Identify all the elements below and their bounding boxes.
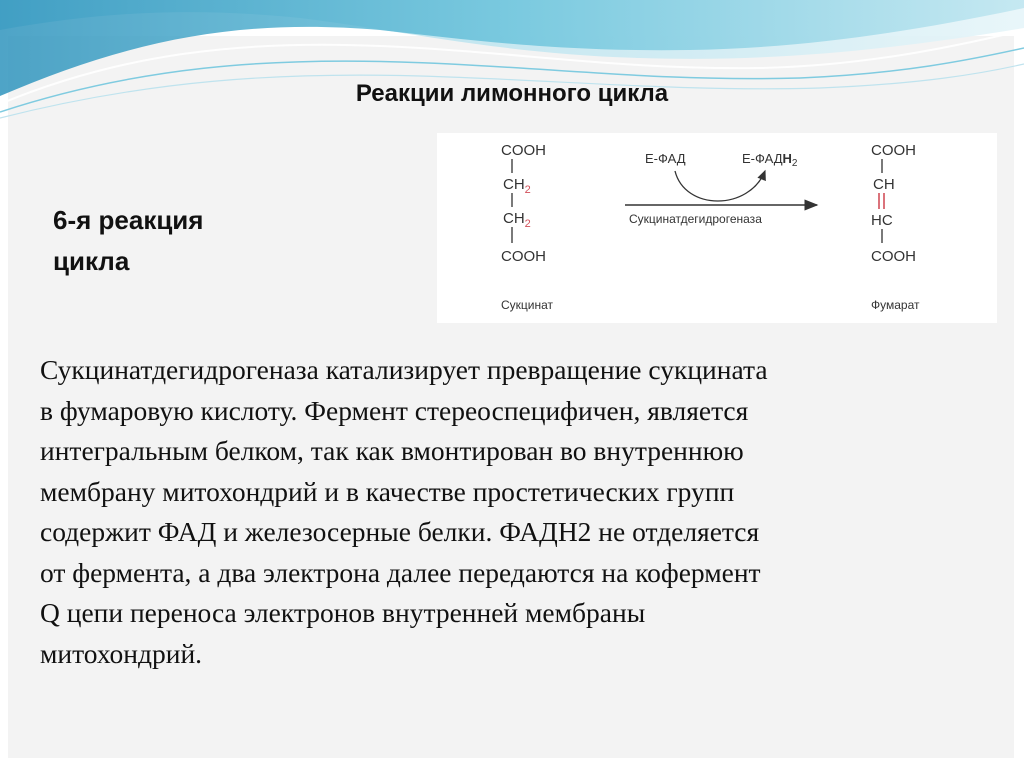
description-line: митохондрий. — [40, 637, 203, 669]
succinate-ch2-lower: $CH_2$ — [503, 210, 531, 230]
succinate-top-cooh: COOH — [501, 142, 546, 159]
description-line: содержит ФАД и железосерные белки. ФАДН2 не отделяется — [40, 516, 760, 547]
enzyme-label: Сукцинатдегидрогеназа — [629, 212, 762, 226]
cofactor-fadh2: $Е-ФАДН_2$ — [742, 151, 798, 169]
description-line: мембрану митохондрий и в качестве простетических групп — [40, 475, 735, 507]
description-line: интегральным белком, так как вмонтирован во внутреннюю — [40, 435, 744, 466]
fumarate-top-cooh: COOH — [871, 142, 916, 159]
succinate-label: Сукцинат — [501, 298, 554, 312]
subtitle-line-2: цикла — [53, 246, 130, 276]
description-line: Q цепи переноса электронов внутренней мембраны — [40, 597, 646, 628]
description-text — [40, 350, 1000, 674]
reaction-arrow-group — [625, 151, 817, 226]
fumarate-ch: CH — [873, 176, 895, 193]
description-line: от фермента, а два электрона далее передаются на кофермент — [40, 556, 761, 588]
fumarate-bottom-cooh: COOH — [871, 248, 916, 265]
header-waves — [0, 0, 1024, 130]
reaction-scheme-svg — [437, 133, 997, 323]
succinate-ch2-upper: $CH_2$ — [503, 176, 531, 196]
reaction-scheme — [437, 133, 997, 323]
succinate-structure — [501, 142, 554, 312]
description-line: в фумаровую кислоту. Фермент стереоспецифичен, является — [40, 394, 749, 426]
subtitle-line-1: 6-я реакция — [53, 205, 204, 235]
slide-title: Реакции лимонного цикла — [355, 80, 669, 107]
cofactor-fad: Е-ФАД — [645, 151, 686, 166]
fumarate-structure — [871, 142, 920, 312]
description-line: Сукцинатдегидрогеназа катализирует превращение сукцината — [40, 354, 768, 385]
cofactor-curve-arrow — [675, 171, 765, 201]
succinate-bottom-cooh: COOH — [501, 248, 546, 265]
reaction-subtitle — [53, 200, 273, 282]
fumarate-hc: HC — [871, 212, 893, 229]
fumarate-label: Фумарат — [871, 298, 920, 312]
